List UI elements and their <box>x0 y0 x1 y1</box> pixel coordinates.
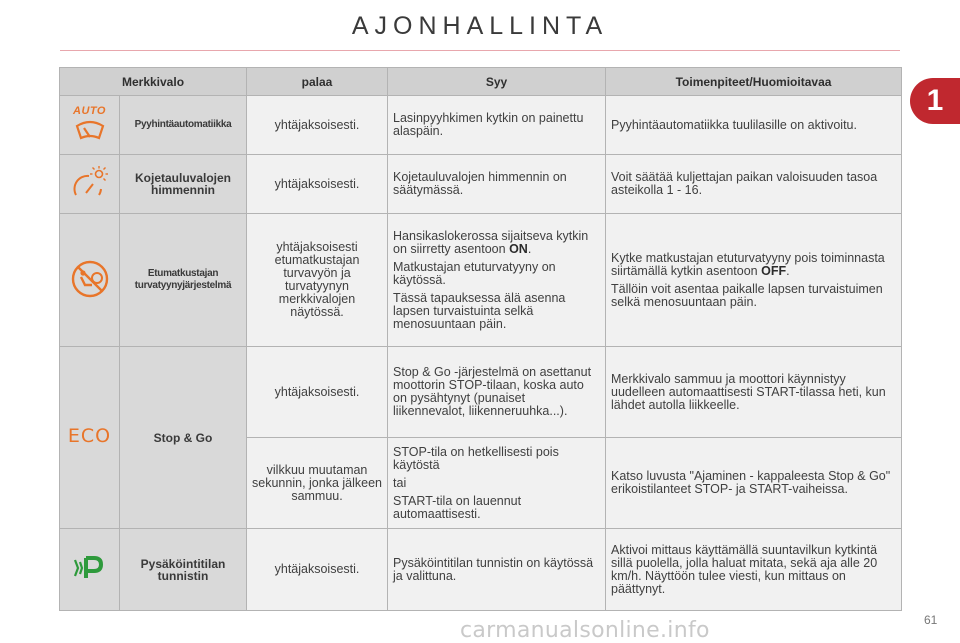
parking-icon-cell <box>60 529 120 611</box>
switch-position-off: OFF <box>761 263 787 278</box>
state-cell: yhtäjaksoisesti. <box>247 347 388 438</box>
state-cell: yhtäjaksoisesti. <box>247 529 388 611</box>
cause-cell: Pysäköintitilan tunnistin on käytössä ja valittuna. <box>388 529 606 611</box>
cause-paragraph <box>393 230 600 256</box>
cause-cell: Kojetauluvalojen himmennin on säätymässä. <box>388 155 606 214</box>
dimmer-icon-cell <box>60 155 120 214</box>
action-cell: Aktivoi mittaus käyttämällä suuntavilkun kytkintä sillä puolella, jolla haluat mitata, sekä aja alle 20 km/h. Näyttöön tulee viesti, kun mittaus on päättynyt. <box>606 529 902 611</box>
cause-text: Hansikaslokerossa sijaitseva kytkin on siirretty asentoon <box>393 228 589 256</box>
header-action: Toimenpiteet/Huomioitavaa <box>606 68 902 96</box>
action-paragraph: Tällöin voit asentaa paikalle lapsen turvaistuimen selkä menosuuntaan päin. <box>611 281 883 309</box>
wiper-icon-cell <box>60 96 120 155</box>
cause-cell: Lasinpyyhkimen kytkin on painettu alaspäin. <box>388 96 606 155</box>
state-cell: vilkkuu muutaman sekunnin, jonka jälkeen sammuu. <box>247 438 388 529</box>
cause-paragraph: Matkustajan etuturvatyyny on käytössä. <box>393 259 556 287</box>
cause-paragraph: Tässä tapauksessa älä asenna lapsen turvaistuinta selkä menosuuntaan päin. <box>393 290 566 331</box>
indicator-name: Pyyhintäautomatiikka <box>120 96 247 155</box>
state-cell: yhtäjaksoisesti. <box>247 155 388 214</box>
state-cell: yhtäjaksoisesti. <box>247 96 388 155</box>
table-row <box>60 347 902 438</box>
windscreen-wiper-icon <box>73 120 107 142</box>
cause-text-end: . <box>527 241 532 256</box>
state-cell: yhtäjaksoisesti etumatkustajan turvavyön ja turvatyynyn merkkivalojen näytössä. <box>247 214 388 347</box>
airbag-icon-cell <box>60 214 120 347</box>
table-row <box>60 214 902 347</box>
watermark: carmanualsonline.info <box>460 618 710 643</box>
action-cell: Merkkivalo sammuu ja moottori käynnistyy uudelleen automaattisesti START-tilassa heti, kun lähdet autolla liikkeelle. <box>606 347 902 438</box>
indicator-name: Kojetauluvalojen himmennin <box>120 155 247 214</box>
parking-sensor-icon <box>73 555 107 581</box>
title-divider <box>60 50 900 51</box>
table-row <box>60 155 902 214</box>
action-cell: Katso luvusta "Ajaminen - kappaleesta Stop & Go" erikoistilanteet STOP- ja START-vaiheissa. <box>606 438 902 529</box>
dashboard-dimmer-icon <box>70 165 110 201</box>
eco-icon-cell <box>60 347 120 529</box>
action-cell: Pyyhintäautomatiikka tuulilasille on aktivoitu. <box>606 96 902 155</box>
header-indicator: Merkkivalo <box>60 68 247 96</box>
indicator-name: Pysäköintitilan tunnistin <box>120 529 247 611</box>
indicator-name: Etumatkustajan turvatyynyjärjestelmä <box>120 214 247 347</box>
table-header-row <box>60 68 902 96</box>
action-text-end: . <box>786 263 790 278</box>
header-cause: Syy <box>388 68 606 96</box>
cause-cell <box>388 214 606 347</box>
indicator-name: Stop & Go <box>120 347 247 529</box>
table-row <box>60 96 902 155</box>
auto-label: AUTO <box>73 105 106 117</box>
table-row <box>60 529 902 611</box>
passenger-airbag-off-icon <box>70 259 110 299</box>
cause-paragraph: tai <box>393 475 407 490</box>
cause-paragraph: START-tila on lauennut automaattisesti. <box>393 493 522 521</box>
warning-lights-table <box>59 67 902 611</box>
warning-lights-table-container <box>59 67 901 611</box>
action-cell <box>606 214 902 347</box>
action-text: Kytke matkustajan etuturvatyyny pois toiminnasta siirtämällä kytkin asentoon <box>611 250 885 278</box>
eco-icon: ECO <box>67 425 112 447</box>
switch-position-on: ON <box>509 241 528 256</box>
header-state: palaa <box>247 68 388 96</box>
action-cell: Voit säätää kuljettajan paikan valoisuuden tasoa asteikolla 1 - 16. <box>606 155 902 214</box>
cause-paragraph: STOP-tila on hetkellisesti pois käytöstä <box>393 444 559 472</box>
cause-cell <box>388 438 606 529</box>
action-paragraph <box>611 252 896 278</box>
page-title: AJONHALLINTA <box>351 12 609 40</box>
cause-cell: Stop & Go -järjestelmä on asettanut moottorin STOP-tilaan, koska auto on pysähtynyt (punaiset liikennevalot, liikenneruuhka...). <box>388 347 606 438</box>
chapter-tab[interactable]: 1 <box>910 78 960 124</box>
page-number: 61 <box>924 613 938 627</box>
